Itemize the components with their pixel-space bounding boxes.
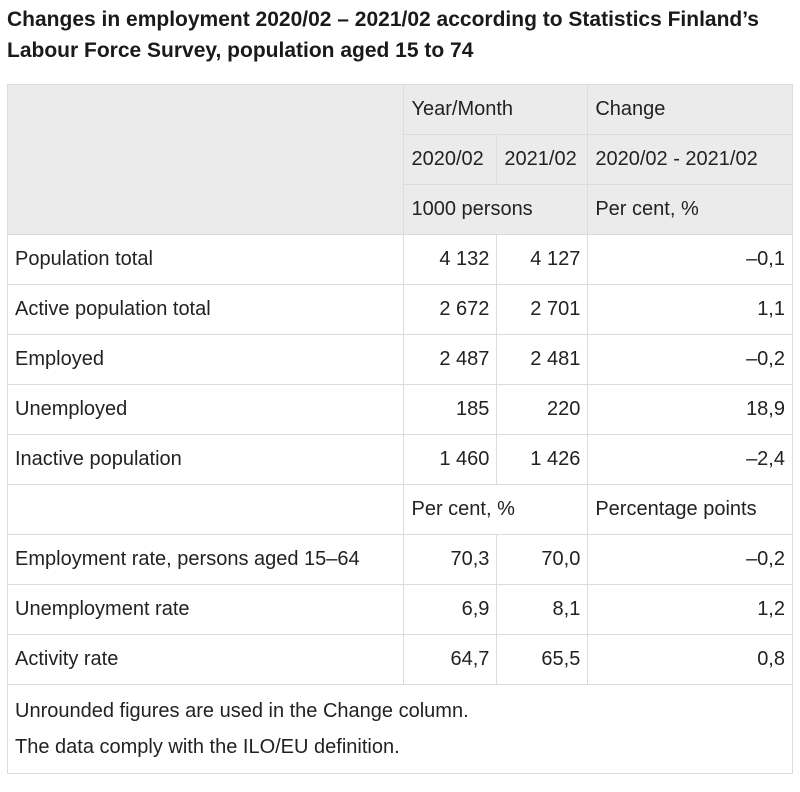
value-2020: 64,7 [404,635,497,685]
value-2020: 2 487 [404,335,497,385]
table-row [8,585,793,635]
subheader-empty [8,485,404,535]
value-2020: 1 460 [404,435,497,485]
table-row [8,285,793,335]
row-label: Employed [8,335,404,385]
value-2021: 2 481 [497,335,588,385]
header-period-2020: 2020/02 [404,135,497,185]
header-corner [8,85,404,235]
value-2020: 4 132 [404,235,497,285]
header-year-month: Year/Month [404,85,588,135]
table-row [8,335,793,385]
subheader-unit-points: Percentage points [588,485,793,535]
subheader-unit-rates: Per cent, % [404,485,588,535]
value-2021: 1 426 [497,435,588,485]
table-row [8,235,793,285]
value-2021: 8,1 [497,585,588,635]
row-label: Active population total [8,285,404,335]
value-change: 18,9 [588,385,793,435]
table-row [8,535,793,585]
row-label: Employment rate, persons aged 15–64 [8,535,404,585]
table-row [8,635,793,685]
header-row-1 [8,85,793,135]
value-change: –0,2 [588,335,793,385]
value-2021: 220 [497,385,588,435]
row-label: Inactive population [8,435,404,485]
value-2020: 2 672 [404,285,497,335]
value-change: –0,2 [588,535,793,585]
footnote: Unrounded figures are used in the Change column. [15,700,469,722]
value-2021: 4 127 [497,235,588,285]
subheader-row [8,485,793,535]
value-change: –2,4 [588,435,793,485]
value-change: 1,1 [588,285,793,335]
header-period-2021: 2021/02 [497,135,588,185]
row-label: Unemployed [8,385,404,435]
value-2021: 2 701 [497,285,588,335]
footnote: The data comply with the ILO/EU definition. [15,736,400,758]
footnote-row [8,685,793,774]
header-change-period: 2020/02 - 2021/02 [588,135,793,185]
value-change: –0,1 [588,235,793,285]
header-change: Change [588,85,793,135]
value-2021: 70,0 [497,535,588,585]
table-row [8,385,793,435]
header-unit-change-pct: Per cent, % [588,185,793,235]
table-row [8,435,793,485]
value-change: 0,8 [588,635,793,685]
employment-table [7,84,793,774]
value-2020: 185 [404,385,497,435]
value-2021: 65,5 [497,635,588,685]
value-2020: 70,3 [404,535,497,585]
row-label: Unemployment rate [8,585,404,635]
value-change: 1,2 [588,585,793,635]
table-title: Changes in employment 2020/02 – 2021/02 according to Statistics Finland’s Labour Force Survey, population aged 15 to 74 [7,8,759,62]
value-2020: 6,9 [404,585,497,635]
row-label: Population total [8,235,404,285]
header-unit-persons: 1000 persons [404,185,588,235]
row-label: Activity rate [8,635,404,685]
footnotes [8,685,793,774]
